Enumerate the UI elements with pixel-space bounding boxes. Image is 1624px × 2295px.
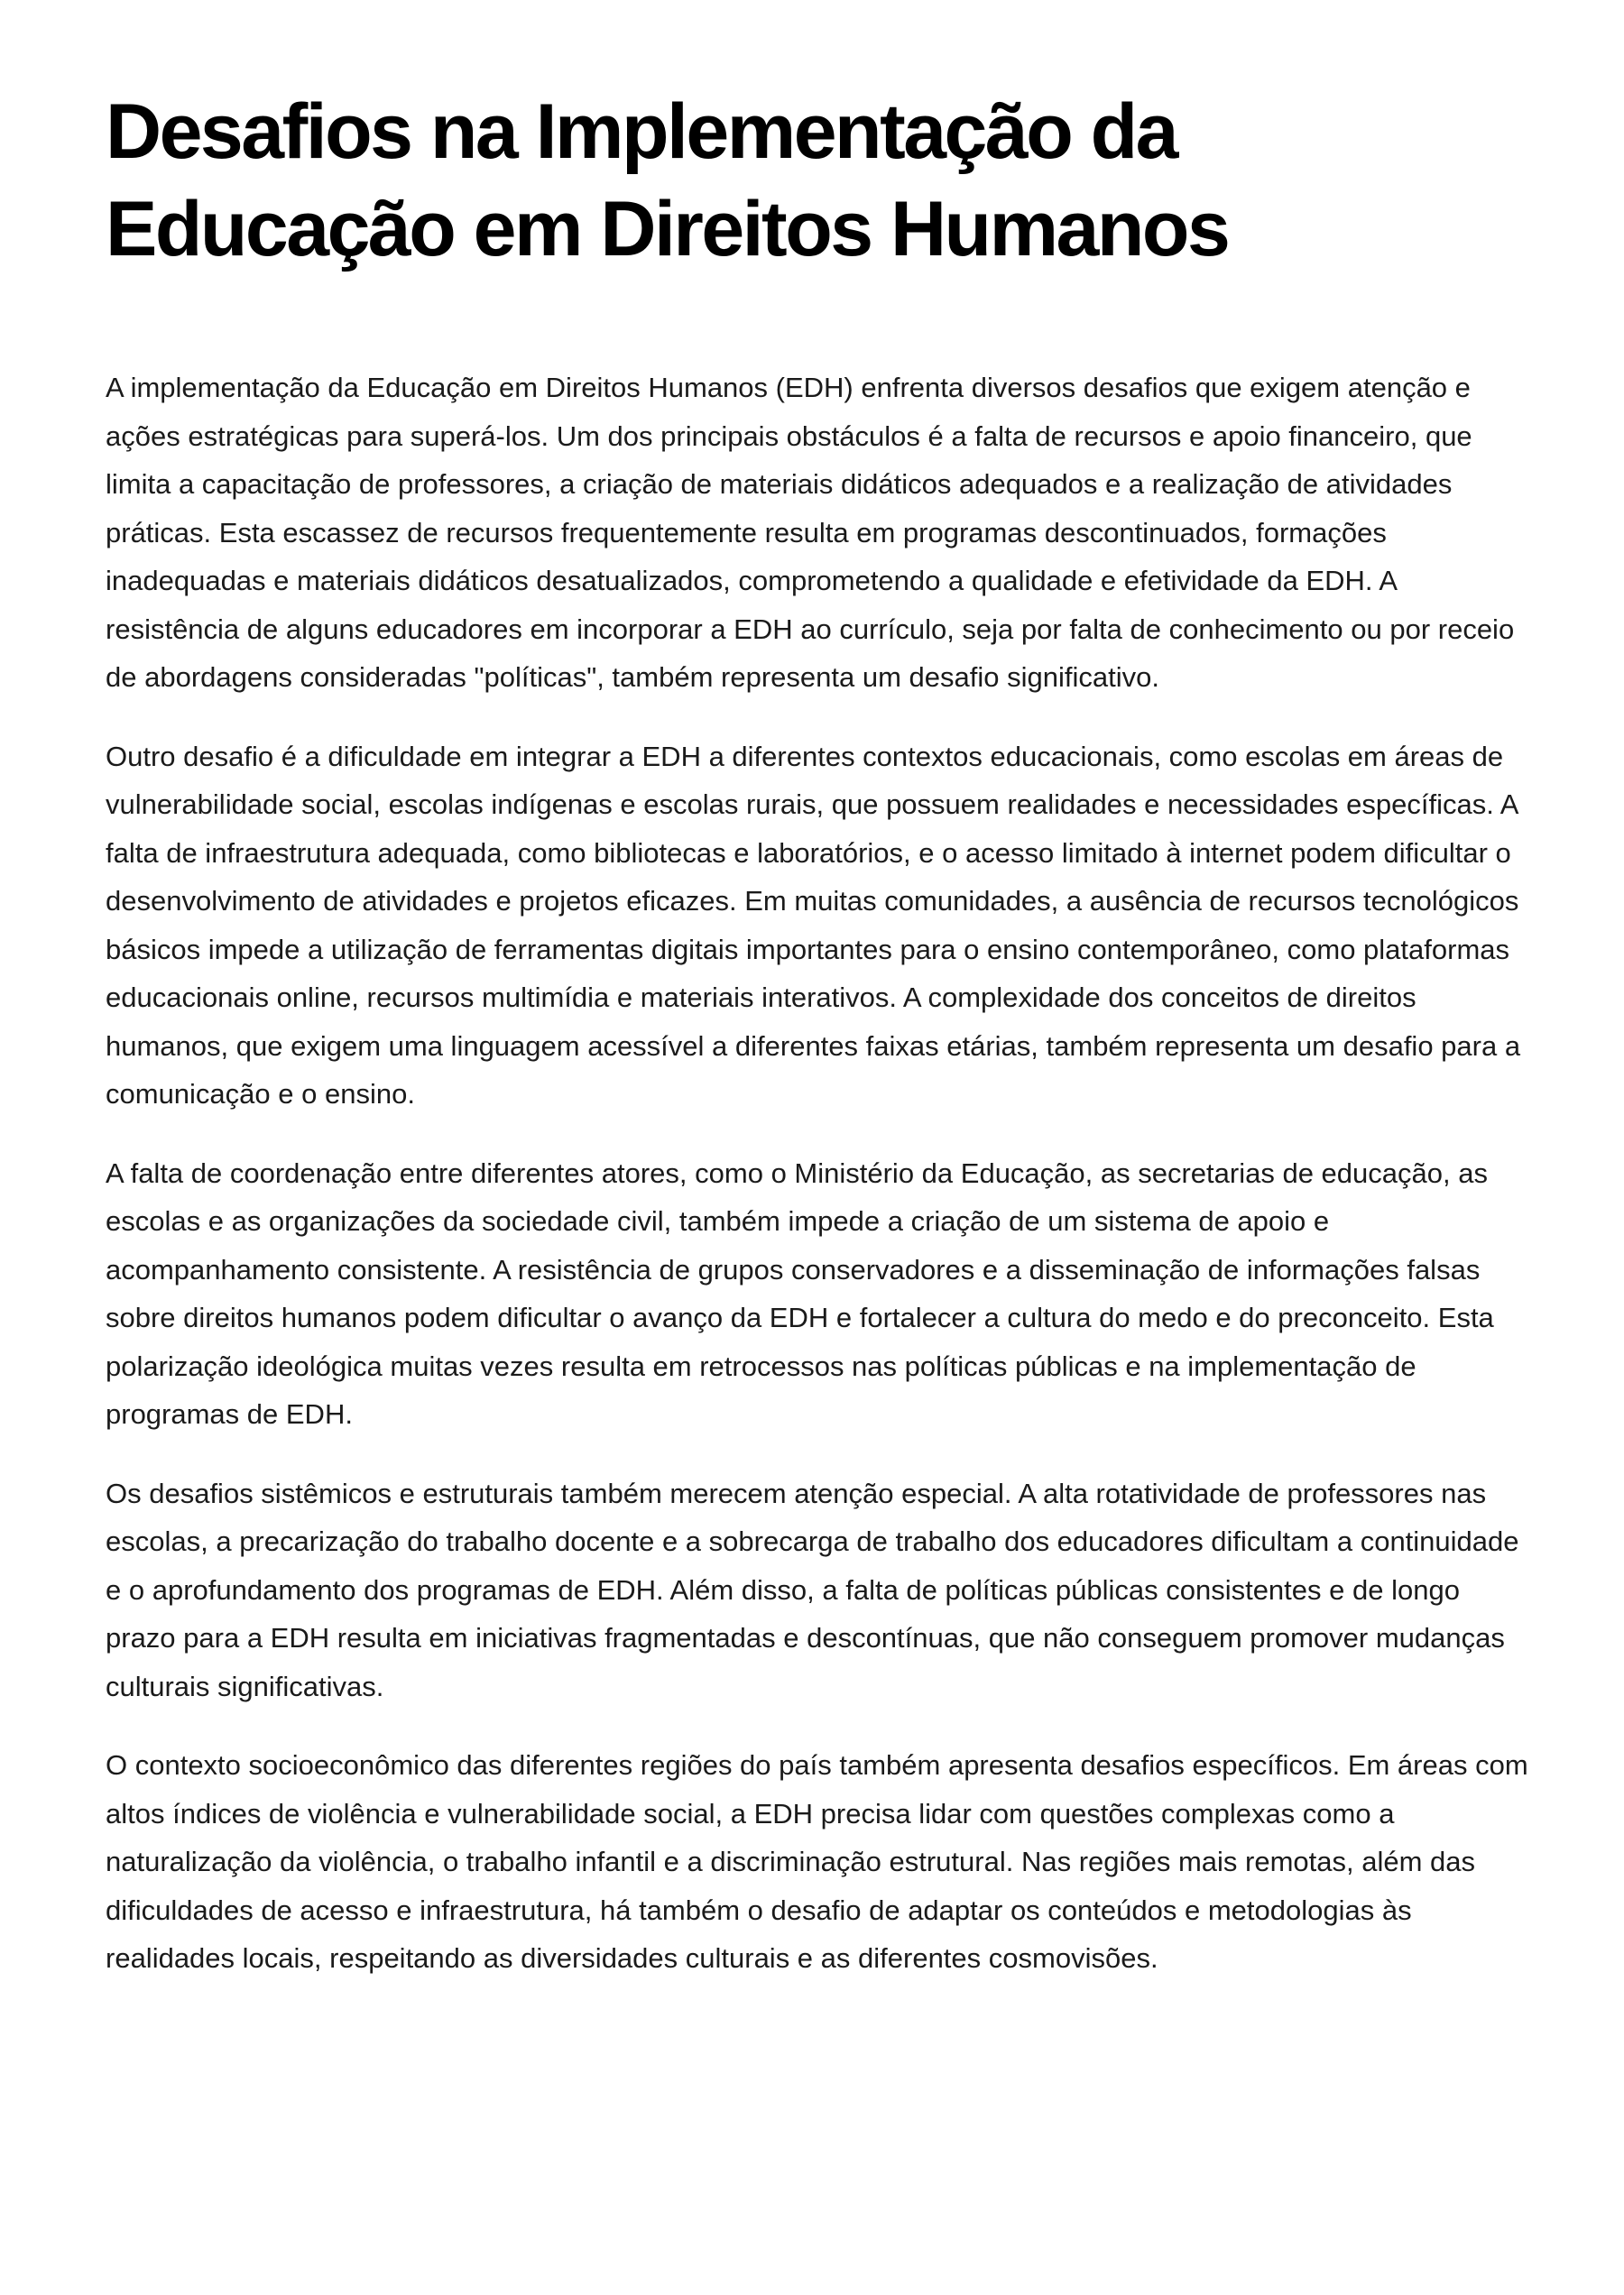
paragraph-5: O contexto socioeconômico das diferentes regiões do país também apresenta desafios específicos. Em áreas com altos índices de violência e vulnerabilidade social, a EDH precisa lidar com questões complexas como a naturalização da violência, o trabalho infantil e a discriminação estrutural. Nas regiões mais remotas, além das dificuldades de acesso e infraestrutura, há também o desafio de adaptar os conteúdos e metodologias às realidades locais, respeitando as diversidades culturais e as diferentes cosmovisões. — [106, 1749, 1528, 1974]
document-page — [106, 83, 1531, 2014]
paragraph-4: Os desafios sistêmicos e estruturais também merecem atenção especial. A alta rotatividade de professores nas escolas, a precarização do trabalho docente e a sobrecarga de trabalho dos educadores dificultam a continuidade e o aprofundamento dos programas de EDH. Além disso, a falta de políticas públicas consistentes e de longo prazo para a EDH resulta em iniciativas fragmentadas e descontínuas, que não conseguem promover mudanças culturais significativas. — [106, 1477, 1519, 1702]
paragraph-1: A implementação da Educação em Direitos Humanos (EDH) enfrenta diversos desafios que exigem atenção e ações estratégicas para superá-los. Um dos principais obstáculos é a falta de recursos e apoio financeiro, que limita a capacitação de professores, a criação de materiais didáticos adequados e a realização de atividades práticas. Esta escassez de recursos frequentemente resulta em programas descontinuados, formações inadequadas e materiais didáticos desatualizados, comprometendo a qualidade e efetividade da EDH. A resistência de alguns educadores em incorporar a EDH ao currículo, seja por falta de conhecimento ou por receio de abordagens consideradas "políticas", também representa um desafio significativo. — [106, 372, 1515, 693]
paragraph-3: A falta de coordenação entre diferentes atores, como o Ministério da Educação, as secretarias de educação, as escolas e as organizações da sociedade civil, também impede a criação de um sistema de apoio e acompanhamento consistente. A resistência de grupos conservadores e a disseminação de informações falsas sobre direitos humanos podem dificultar o avanço da EDH e fortalecer a cultura do medo e do preconceito. Esta polarização ideológica muitas vezes resulta em retrocessos nas políticas públicas e na implementação de programas de EDH. — [106, 1157, 1494, 1430]
document-title: Desafios na Implementação da Educação em Direitos Humanos — [106, 88, 1229, 272]
paragraph-2: Outro desafio é a dificuldade em integrar a EDH a diferentes contextos educacionais, como escolas em áreas de vulnerabilidade social, escolas indígenas e escolas rurais, que possuem realidades e necessidades específicas. A falta de infraestrutura adequada, como bibliotecas e laboratórios, e o acesso limitado à internet podem dificultar o desenvolvimento de atividades e projetos eficazes. Em muitas comunidades, a ausência de recursos tecnológicos básicos impede a utilização de ferramentas digitais importantes para o ensino contemporâneo, como plataformas educacionais online, recursos multimídia e materiais interativos. A complexidade dos conceitos de direitos humanos, que exigem uma linguagem acessível a diferentes faixas etárias, também representa um desafio para a comunicação e o ensino. — [106, 740, 1521, 1110]
